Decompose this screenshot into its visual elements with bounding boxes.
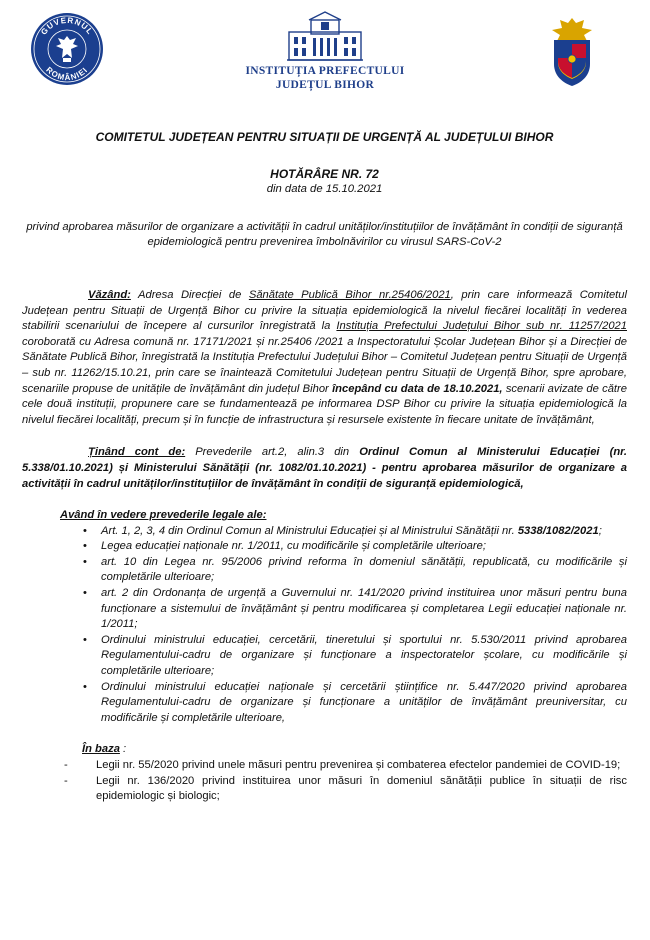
prefecture-reference: Instituția Prefectului Județului Bihor sub nr. 11257/2021 — [336, 320, 627, 333]
tinand-label: Ținând cont de: — [88, 446, 186, 459]
legal-provisions-list — [22, 524, 627, 727]
list-item: • Ordinului ministrului educației naționale și cercetării științifice nr. 5.447/2020 privind aprobarea Regulamentului-cadru de organizare și funcționare a unităților de învățământ preuniversitar, cu modificările și completările ulterioare, — [83, 680, 627, 724]
government-seal-icon — [30, 12, 104, 86]
list-item: • Ordinului ministrului educației, cercetării, tineretului și sportului nr. 5.530/2011 privind aprobarea Regulamentului-cadru de organizare și funcționare a inspectoratelor școlare, cu modificările și completările ulterioare; — [83, 633, 627, 678]
prefecture-building-icon — [285, 10, 365, 62]
list-item: • Art. 1, 2, 3, 4 din Ordinul Comun al Ministrului Educației și al Ministrului Sănătății nr. 5338/1082/2021; — [83, 524, 602, 537]
document-body — [22, 130, 627, 805]
committee-title: COMITETUL JUDEȚEAN PENTRU SITUAȚII DE URGENȚĂ AL JUDEȚULUI BIHOR — [95, 130, 554, 144]
svg-text:GUVERNUL: GUVERNUL — [39, 15, 95, 37]
list-item: • art. 10 din Legea nr. 95/2006 privind reforma în domeniul sănătății, republicată, cu modificările și completările ulterioare; — [83, 555, 627, 584]
baza-heading: În baza : — [82, 743, 127, 756]
decision-date: din data de 15.10.2021 — [266, 183, 383, 196]
baza-label: În baza — [82, 743, 120, 756]
decision-subject: privind aprobarea măsurilor de organizare a activității în cadrul unităților/instituțiilor de învățământ în condiții de siguranță epidemiologică pentru prevenirea îmbolnăvirilor cu virusul SARS-CoV-2 — [26, 220, 623, 249]
dsp-reference: Sănătate Publică Bihor nr.25406/2021 — [248, 288, 451, 301]
list-item: - Legii nr. 136/2020 privind instituirea unor măsuri în domeniul sănătății publice în situații de risc epidemiologic și biologic; — [64, 774, 627, 803]
svg-text:ROMÂNIEI: ROMÂNIEI — [44, 65, 90, 83]
vazand-label: Văzând: — [88, 288, 131, 301]
vazand-paragraph: Văzând: Adresa Direcției de Sănătate Publică Bihor nr.25406/2021, prin care informează Comitetul Județean pentru Situații de Urgență Bihor cu privire la situația epidemiologică la nivelul fiecărei localități în vederea stabilirii scenariului de începere al cursurilor înregistrată la Instituția Prefectului Județului Bihor sub nr. 11257/2021 coroborată cu Adresa comună nr. 17171/2021 și nr.25406 /2021 a Inspectoratului Școlar Județean Bihor și a Direcției de Sănătate Publică Bihor, înregistrată la Instituția Prefectului Județului Bihor – Comitetul Județean pentru Situații de Urgență – sub nr. 11262/15.10.21, prin care se înaintează Comitetului Județean pentru Situații de Urgență Bihor, spre aprobare, scenariile propuse de unitățile de învățământ din județul Bihor începând cu data de 18.10.2021, scenarii avizate de către cele două instituții, propunere care se fundamentează pe informarea DSP Bihor cu privire la situația epidemiologică la nivelul fiecărei localități, precum și în funcție de infrastructura și resursele existente în fiecare unitate de învățământ, — [22, 288, 627, 426]
legal-basis-list — [22, 758, 627, 805]
list-item: • art. 2 din Ordonanța de urgență a Guvernului nr. 141/2020 privind instituirea unor măsuri pentru buna funcționare a sistemului de învățământ și pentru modificarea și completarea Legii educației naționale nr. 1/2011; — [83, 587, 627, 631]
decision-title: HOTĂRÂRE NR. 72 — [270, 166, 379, 181]
avand-label: Având în vedere prevederile legale ale: — [60, 509, 267, 522]
tinand-paragraph: Ținând cont de: Prevederile art.2, alin.3 din Ordinul Comun al Ministerului Educației (nr. 5.338/01.10.2021) și Ministerului Sănătății (nr. 1082/01.10.2021) - pentru aprobarea măsurilor de organizare a activității în cadrul unităților/instituțiilor de învățământ în condiții de siguranță epidemiologică, — [22, 446, 627, 490]
start-date-phrase: începând cu data de 18.10.2021, — [332, 382, 503, 395]
document-header — [0, 0, 650, 110]
list-item: • Legea educației naționale nr. 1/2011, cu modificările și completările ulterioare; — [83, 540, 486, 553]
institution-name: INSTITUȚIA PREFECTULUI — [245, 65, 405, 77]
joint-order-reference: Ordinul Comun al Ministerului Educației (nr. 5.338/01.10.2021) și Ministerului Sănătății (nr. 1082/01.10.2021) - pentru aprobarea măsurilor de organizare a activității în cadrul unităților/instituțiilor de învățământ în condiții de siguranță epidemiologică, — [22, 446, 627, 490]
institution-block — [215, 10, 435, 92]
institution-county: JUDEȚUL BIHOR — [275, 79, 375, 91]
coat-of-arms-icon — [545, 16, 599, 88]
list-item: - Legii nr. 55/2020 privind unele măsuri pentru prevenirea și combaterea efectelor pandemiei de COVID-19; — [64, 759, 621, 771]
